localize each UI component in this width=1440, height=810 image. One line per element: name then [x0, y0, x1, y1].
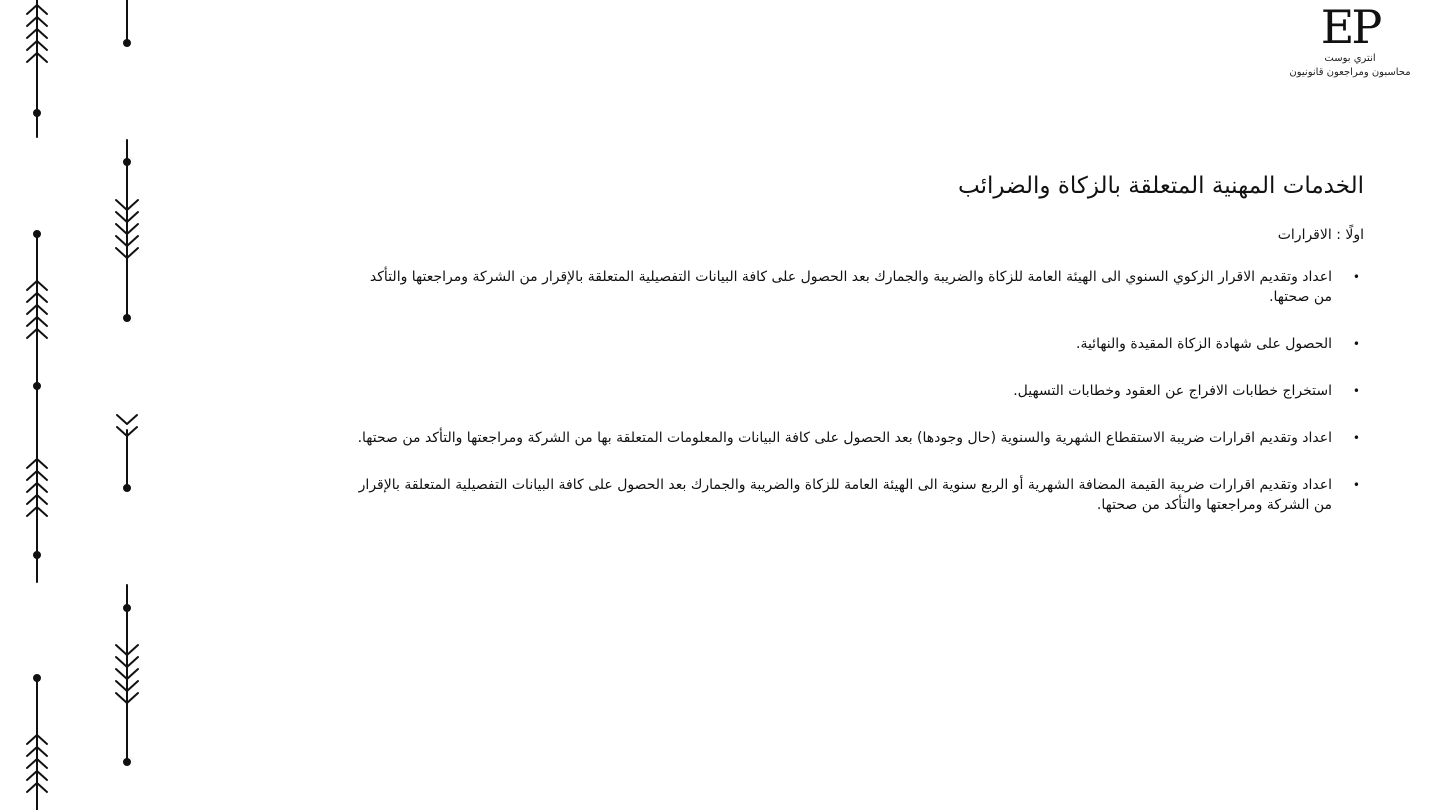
list-item-text: الحصول على شهادة الزكاة المقيدة والنهائية.	[1076, 336, 1332, 352]
list-item-text: اعداد وتقديم اقرارات ضريبة الاستقطاع الشهرية والسنوية (حال وجودها) بعد الحصول على كافة البيانات والمعلومات المتعلقة بها من الشركة ومراجعتها والتأكد من صحتها.	[357, 430, 1332, 446]
company-logo	[1270, 2, 1430, 80]
arrow-decoration	[27, 440, 47, 582]
list-item	[354, 475, 1364, 515]
list-item-text: اعداد وتقديم اقرارات ضريبة القيمة المضافة الشهرية أو الربع سنوية الى الهيئة العامة للزكاة والضريبة والجمارك بعد الحصول على كافة البيانات التفصيلية المتعلقة بالإقرار من الشركة ومراجعتها والتأكد من صحتها.	[358, 477, 1332, 513]
logo-subtitle: محاسبون ومراجعون قانونيون	[1289, 67, 1411, 78]
bullet-icon: •	[1352, 431, 1360, 445]
bullet-list	[354, 267, 1364, 515]
arrow-decoration	[116, 140, 138, 321]
arrow-decoration	[124, 0, 130, 46]
arrow-decoration	[27, 675, 47, 810]
arrow-decoration	[116, 585, 138, 765]
decorative-arrows	[0, 0, 170, 810]
list-item-text: استخراج خطابات الافراج عن العقود وخطابات التسهيل.	[1013, 383, 1332, 399]
logo-name: انتري بوست	[1324, 53, 1376, 64]
bullet-icon: •	[1352, 270, 1360, 284]
bullet-icon: •	[1352, 384, 1360, 398]
bullet-icon: •	[1352, 337, 1360, 351]
list-item	[354, 334, 1364, 354]
logo-mark: EP	[1320, 0, 1380, 54]
arrow-decoration	[27, 0, 47, 137]
list-item	[354, 381, 1364, 401]
section-title: اولًا : الاقرارات	[1277, 227, 1364, 243]
list-item-text: اعداد وتقديم الاقرار الزكوي السنوي الى الهيئة العامة للزكاة والضريبة والجمارك بعد الحصول على كافة البيانات التفصيلية المتعلقة بالإقرار من الشركة ومراجعتها والتأكد من صحتها.	[369, 269, 1332, 305]
slide-content	[354, 168, 1364, 542]
list-item	[354, 267, 1364, 307]
page-title: الخدمات المهنية المتعلقة بالزكاة والضرائب	[958, 173, 1364, 199]
list-item	[354, 428, 1364, 448]
bullet-icon: •	[1352, 478, 1360, 492]
arrow-decoration	[117, 415, 137, 491]
